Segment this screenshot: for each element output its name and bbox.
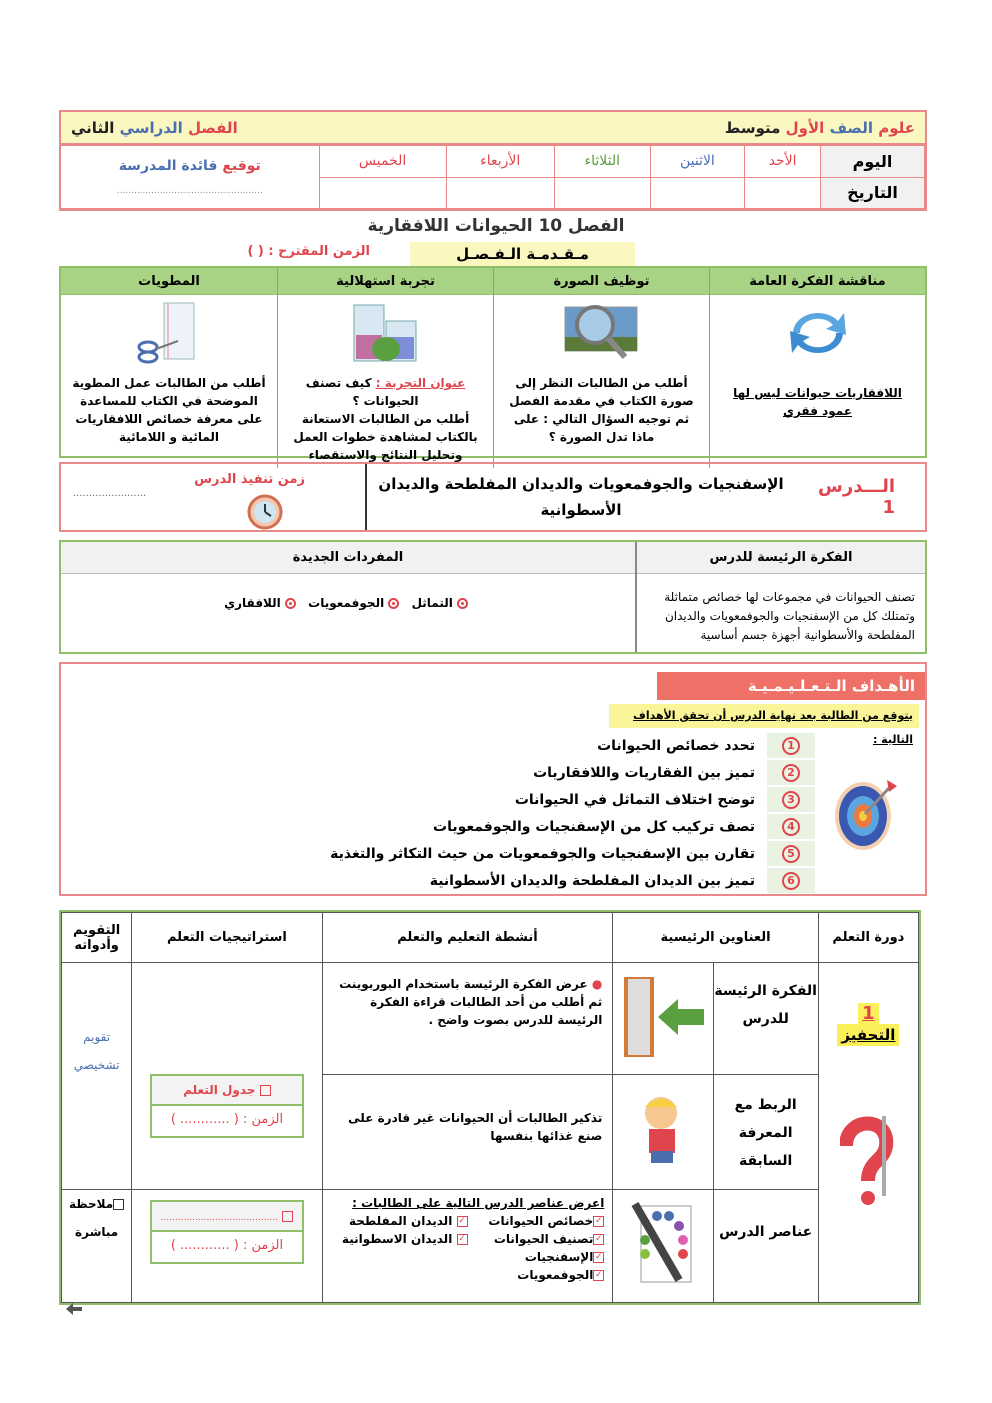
idea-vocab-box bbox=[59, 540, 927, 654]
col-strategies: استراتيجيات التعلم bbox=[132, 913, 322, 963]
main-idea-text: تصنف الحيوانات في مجموعات لها خصائص متماثلة وتمتلك كل من الإسفنجيات والجوفمعويات والديدان المفلطحة والأسطوانية أجهزة جسم أساسية bbox=[664, 590, 915, 642]
intro-col-image: توظيف الصورة أطلب من الطالبات النظر إلى صورة الكتاب في مقدمة الفصل ثم توجيه السؤال التالي : على ماذا تدل الصورة ؟ bbox=[493, 268, 709, 468]
chapter-intro-label: مـقـدمـة الـفـصـل bbox=[410, 242, 635, 266]
arrow-left-icon[interactable] bbox=[64, 1302, 84, 1316]
door-arrow-icon bbox=[618, 975, 708, 1059]
intro-grid bbox=[59, 266, 927, 462]
col-cycle: دورة التعلم bbox=[818, 913, 918, 963]
objectives-box bbox=[59, 662, 927, 896]
signature-cell: توقيع قائدة المدرسة ................................................... bbox=[61, 146, 319, 209]
objectives-title: الأهـداف الـتـعـلـيـمـيـة bbox=[657, 672, 925, 700]
col-evaluation: التقويم وأدواته bbox=[62, 913, 132, 963]
objective-item: 2 تميز بين الفقاريات واللافقاريات bbox=[330, 759, 815, 786]
bullet-icon bbox=[457, 598, 468, 609]
activity-text: عرض الفكرة الرئيسة باستخدام البوربوينت ثم أطلب من أحد الطالبات قراءة الفكرة الرئيسة للدرس بصوت واضح . bbox=[339, 977, 603, 1027]
refresh-arrows-icon bbox=[778, 303, 858, 363]
objective-item: 5 تقارن بين الإسفنجيات والجوفمعويات من حيث التكاثر والتغذية bbox=[330, 840, 815, 867]
day-thu: الخميس bbox=[319, 146, 446, 178]
vocab-label: المفردات الجديدة bbox=[61, 542, 635, 574]
day-label: اليوم bbox=[821, 146, 925, 178]
day-sun: الأحد bbox=[745, 146, 821, 178]
objective-item: 3 توضح اختلاف التماثل في الحيوانات bbox=[330, 786, 815, 813]
strategy-box: ......................................... الزمن : ( ............ ) bbox=[150, 1200, 304, 1264]
date-thu[interactable] bbox=[319, 177, 446, 209]
day-tue: الثلاثاء bbox=[554, 146, 650, 178]
unit-title: الفصل 10 الحيوانات اللافقارية bbox=[367, 216, 625, 236]
phase-cell: 1 التحفيز bbox=[818, 963, 918, 1303]
exec-time-label: زمن تنفيذ الدرس bbox=[194, 472, 305, 487]
col-activities: أنشطة التعليم والتعلم bbox=[322, 913, 613, 963]
pencil-palette-icon bbox=[627, 1200, 699, 1290]
magnifier-photo-icon bbox=[557, 301, 647, 365]
exec-time-value[interactable]: ....................... bbox=[73, 488, 147, 499]
clock-icon bbox=[245, 494, 285, 530]
lab-beakers-icon bbox=[346, 301, 426, 365]
objectives-list bbox=[330, 732, 815, 894]
lesson-number: الـــدرس 1 bbox=[818, 476, 895, 518]
header-box bbox=[59, 110, 927, 211]
evaluation-diagnostic: تقويم تشخيصي bbox=[62, 963, 132, 1190]
strategy-box: جدول التعلم الزمن : ( ............ ) bbox=[150, 1074, 304, 1138]
header-top-bar bbox=[61, 112, 925, 145]
suggested-time: الزمن المقترح : ( ) bbox=[247, 244, 370, 259]
col-headings: العناوين الرئيسية bbox=[613, 913, 818, 963]
day-mon: الاثنين bbox=[650, 146, 744, 178]
bullet-icon bbox=[285, 598, 296, 609]
signature-line[interactable]: ................................................... bbox=[116, 186, 263, 196]
term-line: الفصل الدراسي الثاني bbox=[71, 118, 238, 137]
target-icon bbox=[831, 774, 901, 854]
lesson-title: الإسفنجيات والجوفمعويات والديدان المفلطحة والديدان الأسطوانية bbox=[378, 475, 784, 519]
date-tue[interactable] bbox=[554, 177, 650, 209]
checkbox[interactable] bbox=[282, 1211, 293, 1222]
objective-item: 4 تصف تركيب كل من الإسفنجيات والجوفمعويات bbox=[330, 813, 815, 840]
subject-line: علوم الصف الأول متوسط bbox=[724, 118, 915, 137]
lesson-box bbox=[59, 462, 927, 532]
scissors-paper-icon bbox=[134, 301, 204, 365]
objective-item: 6 تميز بين الديدان المفلطحة والديدان الأسطوانية bbox=[330, 867, 815, 894]
intro-col-foldables: المطويات أطلب من الطالبات عمل المطوية الموضحة في الكتاب للمساعدة على معرفة خصائص اللافقاريات المائية و اللامائية bbox=[61, 268, 277, 468]
evaluation-observation: ملاحظة مباشرة bbox=[69, 1197, 119, 1239]
intro-col-experiment: تجربة استهلالية عنوان التجربة : كيف تصنف الحيوانات ؟ أطلب من الطالبات الاستعانة بالكتاب لمشاهدة خطوات العمل وتحليل النتائج والاستقصاء bbox=[277, 268, 493, 468]
question-mark-icon bbox=[840, 1106, 896, 1206]
date-sun[interactable] bbox=[745, 177, 821, 209]
phase-name: التحفيز bbox=[837, 1024, 899, 1046]
main-idea-label: الفكرة الرئيسة للدرس bbox=[637, 542, 925, 574]
lesson-plan-table: دورة التعلم العناوين الرئيسية أنشطة التعليم والتعلم استراتيجيات التعلم التقويم وأدواته 1 التحفيز الفكرة الرئيسة للدرس ● عرض الفكرة الرئيسة باستخدام البوربوينت ثم أطلب من أحد الطالبات قراءة الفكرة الرئيسة للدرس بصوت واضح . جدول التعلم الزمن : ( ............ ) تقويم تشخيصي الربط مع المعرفة السابقة تذكير الطالبات أن الحيوانات غير قادرة على صنع غذائها بنفسها عناصر الدرس اعرض عناصر الدرس التالية على الطالبات : ✓خصائص الحيوانات ✓ الديدان المفلطحة ✓تصنيف الحيوانات ✓ الديدان الاسطوانية ✓الإسفنجيات ✓الجوفمعويات ......................................... الزمن : ( ............ ) ملاحظة مباشرة bbox=[59, 910, 921, 1305]
checkbox[interactable] bbox=[260, 1085, 271, 1096]
date-wed[interactable] bbox=[446, 177, 554, 209]
bullet-icon bbox=[388, 598, 399, 609]
objectives-intro: يتوقع من الطالبة بعد نهاية الدرس أن تحقق الأهداف التالية : bbox=[609, 704, 919, 728]
date-label: التاريخ bbox=[821, 177, 925, 209]
checkbox[interactable] bbox=[113, 1199, 124, 1210]
schedule-table bbox=[61, 145, 925, 209]
thinking-kid-icon bbox=[633, 1091, 693, 1171]
objective-item: 1 تحدد خصائص الحيوانات bbox=[330, 732, 815, 759]
day-wed: الأربعاء bbox=[446, 146, 554, 178]
date-mon[interactable] bbox=[650, 177, 744, 209]
vocab-list: التماثل الجوفمعويات اللافقاري bbox=[61, 574, 635, 610]
intro-col-general-idea: مناقشة الفكرة العامة اللافقاريات حيوانات ليس لها عمود فقري bbox=[709, 268, 925, 468]
